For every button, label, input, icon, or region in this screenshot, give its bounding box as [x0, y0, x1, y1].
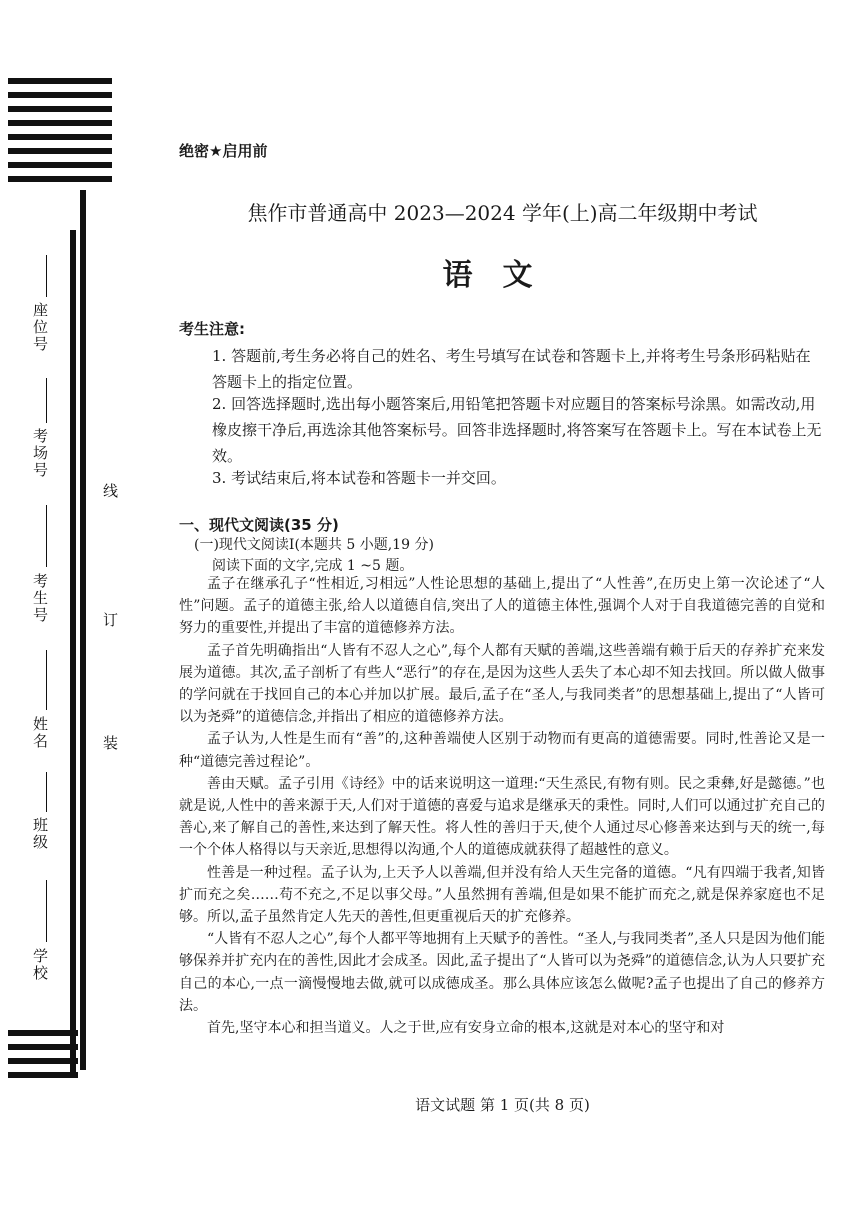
cut-mark-bind: 订: [101, 612, 119, 627]
cut-mark-line: 线: [101, 483, 119, 498]
passage-paragraph: 孟子在继承孔子“性相近,习相远”人性论思想的基础上,提出了“人性善”,在历史上第一次论述了“人性”问题。孟子的道德主张,给人以道德自信,突出了人的道德主体性,强调个人对于自我道德完善的自觉和努力的重要性,并提出了丰富的道德修养方法。: [179, 576, 825, 637]
field-seat-number: 座位号: [31, 302, 49, 353]
field-exam-room-line: [46, 378, 47, 423]
section-subtitle: (一)现代文阅读Ⅰ(本题共 5 小题,19 分): [194, 537, 434, 553]
page-footer: 语文试题 第 1 页(共 8 页): [415, 1096, 590, 1114]
notice-item: 1. 答题前,考生务必将自己的姓名、考生号填写在试卷和答题卡上,并将考生号条形码粘贴在答题卡上的指定位置。: [212, 347, 811, 391]
subject-title: 语文: [442, 258, 563, 293]
section-title: 一、现代文阅读(35 分): [179, 516, 339, 534]
field-class-line: [46, 772, 47, 812]
field-exam-room: 考场号: [31, 428, 49, 479]
field-candidate-number: 考生号: [31, 573, 49, 624]
notice-item: 2. 回答选择题时,选出每小题答案后,用铅笔把答题卡对应题目的答案标号涂黑。如需改动,用橡皮擦干净后,再选涂其他答案标号。回答非选择题时,将答案写在答题卡上。写在本试卷上无效。: [212, 395, 822, 465]
field-school-line: [46, 880, 47, 942]
exam-title: 焦作市普通高中 2023—2024 学年(上)高二年级期中考试: [247, 201, 758, 225]
field-class: 班级: [31, 817, 49, 851]
field-candidate-number-line: [46, 505, 47, 567]
passage-paragraph: 首先,坚守本心和担当道义。人之于世,应有安身立命的根本,这就是对本心的坚守和对: [207, 1020, 725, 1037]
passage-paragraph: 孟子认为,人性是生而有“善”的,这种善端使人区别于动物而有更高的道德需要。同时,性善论又是一种“道德完善过程论”。: [179, 731, 825, 770]
binding-stripes-bottom: [8, 1030, 112, 1080]
binding-line-right: [80, 190, 86, 1070]
binding-line-left: [70, 230, 76, 1076]
passage-paragraph: “人皆有不忍人之心”,每个人都平等地拥有上天赋予的善性。“圣人,与我同类者”,圣人只是因为他们能够保养并扩充内在的善性,因此才会成圣。因此,孟子提出了“人皆可以为尧舜”的道德信念,认为人只要扩充自己的本心,一点一滴慢慢地去做,就可以成德成圣。那么具体应该怎么做呢?孟子也提出了自己的修养方法。: [179, 931, 825, 1014]
reading-passage: [179, 573, 825, 1039]
field-seat-number-line: [46, 255, 47, 297]
passage-paragraph: 善由天赋。孟子引用《诗经》中的话来说明这一道理:“天生烝民,有物有则。民之秉彝,好是懿德。”也就是说,人性中的善来源于天,人们对于道德的喜爱与追求是继承天的秉性。同时,人们可以通过扩充自己的善心,来了解自己的善性,来达到了解天性。将人性的善归于天,使个人通过尽心修善来达到与天的统一,每一个个体人格得以与天亲近,思想得以沟通,个人的道德成就获得了超越性的意义。: [179, 775, 825, 859]
binding-stripes-top: [8, 78, 112, 190]
field-name-line: [46, 650, 47, 710]
notice-item: 3. 考试结束后,将本试卷和答题卡一并交回。: [212, 469, 506, 487]
passage-paragraph: 孟子首先明确指出“人皆有不忍人之心”,每个人都有天赋的善端,这些善端有赖于后天的存养扩充来发展为道德。其次,孟子剖析了有些人“恶行”的存在,是因为这些人丢失了本心却不知去找回。所以做人做事的学问就在于找回自己的本心并加以扩展。最后,孟子在“圣人,与我同类者”的思想基础上,提出了“人皆可以为尧舜”的道德信念,并指出了相应的道德修养方法。: [179, 642, 825, 726]
field-school: 学校: [31, 948, 49, 982]
secret-mark: 绝密★启用前: [179, 142, 268, 160]
notice-heading: 考生注意:: [179, 320, 245, 338]
section-instruction: 阅读下面的文字,完成 1 ~5 题。: [212, 558, 414, 574]
cut-mark-staple: 装: [101, 735, 119, 750]
field-name: 姓名: [31, 716, 49, 750]
passage-paragraph: 性善是一种过程。孟子认为,上天予人以善端,但并没有给人天生完备的道德。“凡有四端于我者,知皆扩而充之矣……苟不充之,不足以事父母。”人虽然拥有善端,但是如果不能扩而充之,就是保养家庭也不足够。所以,孟子虽然肯定人先天的善性,但更重视后天的扩充修养。: [179, 864, 825, 926]
